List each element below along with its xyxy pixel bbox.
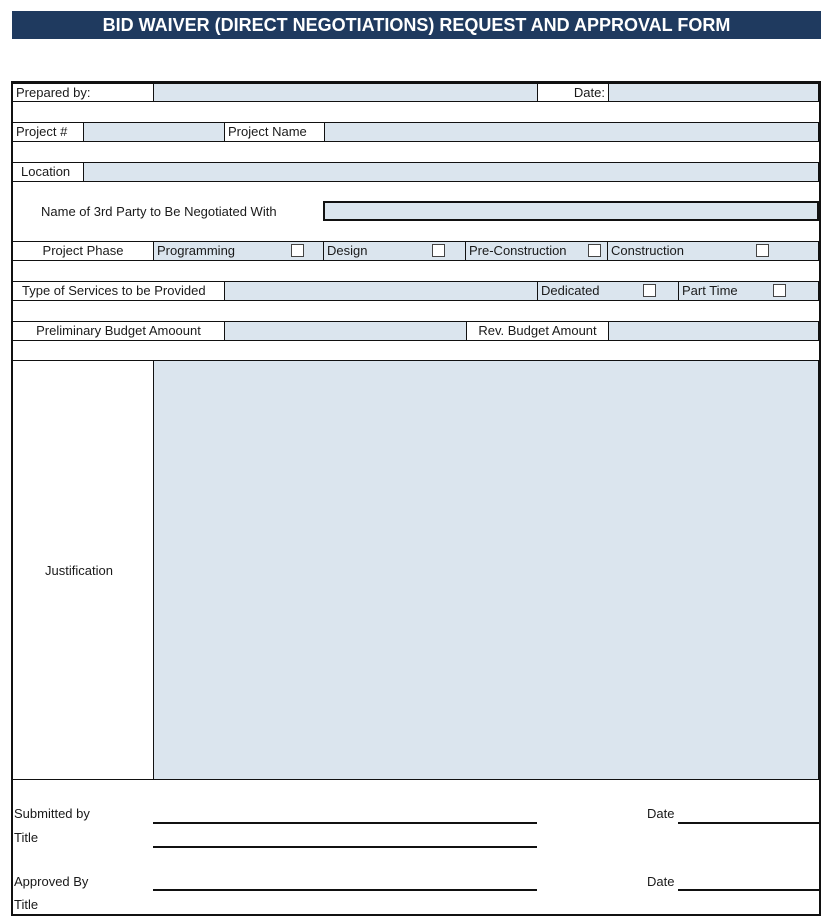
service-part-time-checkbox[interactable] [773,284,786,297]
submit-date-label: Date [647,806,675,821]
title-line-1[interactable] [153,846,537,848]
prepared-by-label: Prepared by: [12,83,154,102]
submit-date-line[interactable] [678,822,820,824]
project-number-field[interactable] [83,122,225,142]
service-dedicated-checkbox[interactable] [643,284,656,297]
prepared-by-field[interactable] [153,83,538,102]
services-field[interactable] [224,281,538,301]
rev-budget-field[interactable] [608,321,819,341]
service-part-time: Part Time [678,281,819,301]
phase-programming: Programming [153,241,324,261]
date-field[interactable] [608,83,819,102]
project-name-field[interactable] [324,122,819,142]
title-label-1: Title [14,830,39,845]
project-name-label: Project Name [224,122,325,142]
location-field[interactable] [83,162,819,182]
date-label: Date: [537,83,609,102]
phase-construction-checkbox[interactable] [756,244,769,257]
services-label: Type of Services to be Provided [12,281,225,301]
third-party-label: Name of 3rd Party to Be Negotiated With [41,204,277,219]
submitted-by-label: Submitted by [14,806,90,821]
project-number-label: Project # [12,122,84,142]
phase-programming-checkbox[interactable] [291,244,304,257]
form-title: BID WAIVER (DIRECT NEGOTIATIONS) REQUEST AND APPROVAL FORM [12,11,821,39]
phase-design-checkbox[interactable] [432,244,445,257]
phase-pre-construction-checkbox[interactable] [588,244,601,257]
approve-date-line[interactable] [678,889,820,891]
project-phase-label: Project Phase [12,241,154,261]
phase-pre-construction: Pre-Construction [465,241,608,261]
location-label: Location [12,162,84,182]
justification-label: Justification [45,563,113,578]
service-dedicated: Dedicated [537,281,679,301]
prelim-budget-label: Preliminary Budget Amoount [12,321,225,341]
prelim-budget-field[interactable] [224,321,467,341]
submitted-by-line[interactable] [153,822,537,824]
phase-construction: Construction [607,241,819,261]
title-label-2: Title [14,897,39,912]
approved-by-label: Approved By [14,874,89,889]
justification-field[interactable] [153,360,819,780]
approve-date-label: Date [647,874,675,889]
phase-design: Design [323,241,466,261]
signature-divider [12,779,820,780]
rev-budget-label: Rev. Budget Amount [466,321,609,341]
approved-by-line[interactable] [153,889,537,891]
third-party-field[interactable] [323,201,819,221]
